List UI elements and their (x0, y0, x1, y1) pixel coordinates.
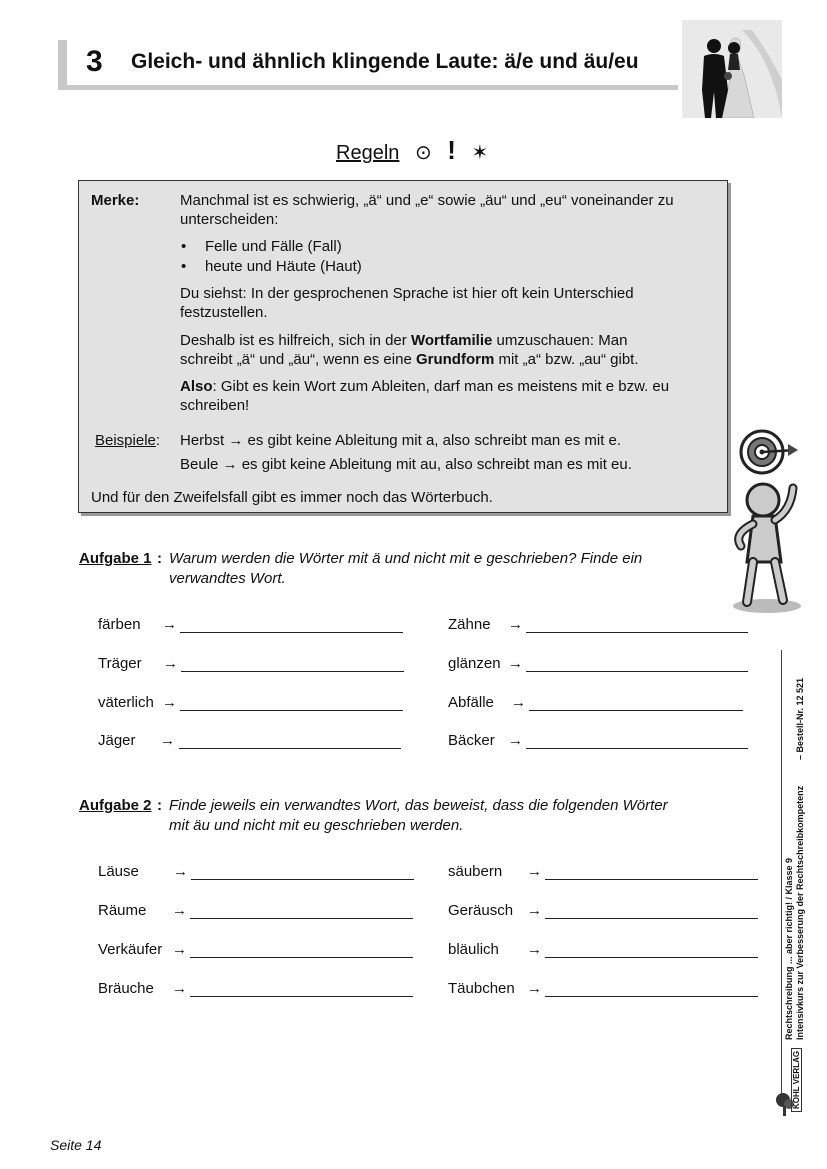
beispiel-1: Herbst → es gibt keine Ableitung mit a, also schreibt man es mit e. (180, 432, 622, 449)
word-taeubchen: Täubchen (448, 980, 515, 997)
merke-intro-line2: unterscheiden: (180, 211, 279, 228)
word-baecker: Bäcker (448, 732, 495, 749)
aufgabe1-colon: : (157, 550, 162, 567)
answer-line[interactable] (545, 996, 758, 997)
sidebar-subtitle: Intensivkurs zur Verbesserung der Rechtschreibkompetenz (795, 785, 805, 1040)
arrow-icon: → (172, 902, 187, 919)
arrow-icon: → (508, 655, 523, 672)
beispiel-2: Beule → es gibt keine Ableitung mit au, also schreibt man es mit eu. (180, 456, 632, 473)
arrow-icon: → (162, 694, 177, 711)
merke-p4-line2: schreiben! (180, 397, 250, 414)
answer-line[interactable] (190, 957, 413, 958)
aufgabe2-instruction-line1: Finde jeweils ein verwandtes Wort, das beweist, dass die folgenden Wörter (169, 797, 668, 814)
answer-line[interactable] (545, 879, 758, 880)
arrow-icon: → (511, 694, 526, 711)
answer-line[interactable] (529, 710, 743, 711)
merke-p3-line2: schreibt „ä“ und „äu“, wenn es eine Grundform mit „a“ bzw. „au“ gibt. (180, 351, 639, 368)
bullet-item: Felle und Fälle (Fall) (205, 238, 342, 255)
aufgabe2-colon: : (157, 797, 162, 814)
answer-line[interactable] (180, 632, 403, 633)
word-glaenzen: glänzen (448, 655, 501, 672)
target-symbol-icon: ⊙ (414, 142, 432, 164)
bullet-marker: • (181, 258, 187, 275)
word-geraeusch: Geräusch (448, 902, 514, 919)
answer-line[interactable] (191, 879, 414, 880)
answer-line[interactable] (180, 710, 403, 711)
sidebar-series-title: Rechtschreibung ... aber richtig! / Klasse 9 (784, 857, 794, 1040)
aufgabe2-instruction-line2: mit äu und nicht mit eu geschrieben werden. (169, 817, 464, 834)
arrow-icon: → (527, 980, 542, 997)
word-raeume: Räume (98, 902, 147, 919)
page-number: Seite 14 (50, 1137, 102, 1153)
answer-line[interactable] (526, 632, 748, 633)
answer-line[interactable] (526, 671, 748, 672)
answer-line[interactable] (179, 748, 401, 749)
aufgabe1-instruction-line2: verwandtes Wort. (169, 570, 286, 587)
word-laeuse: Läuse (98, 863, 139, 880)
aufgabe1-label: Aufgabe 1 (79, 550, 152, 567)
target-icon (738, 428, 800, 478)
bullet-marker: • (181, 238, 187, 255)
sidebar-order-number: – Bestell-Nr. 12 521 (795, 677, 805, 760)
merke-p3-line1: Deshalb ist es hilfreich, sich in der Wortfamilie umzuschauen: Man (180, 332, 628, 349)
merke-p2-line1: Du siehst: In der gesprochenen Sprache ist hier oft kein Unterschied (180, 285, 634, 302)
aufgabe2-label: Aufgabe 2 (79, 797, 152, 814)
word-zaehne: Zähne (448, 616, 491, 633)
bullet-item: heute und Häute (Haut) (205, 258, 362, 275)
word-braeuche: Bräuche (98, 980, 154, 997)
word-blaeulich: bläulich (448, 941, 499, 958)
arrow-icon: → (508, 616, 523, 633)
answer-line[interactable] (181, 671, 404, 672)
arrow-icon: → (173, 863, 188, 880)
rules-title: Regeln (336, 142, 400, 164)
word-saeubern: säubern (448, 863, 503, 880)
arrow-icon: → (162, 616, 177, 633)
mascot-figure-icon (725, 480, 805, 615)
answer-line[interactable] (190, 918, 413, 919)
arrow-icon: → (160, 732, 175, 749)
word-jaeger: Jäger (98, 732, 136, 749)
arrow-icon: → (527, 863, 542, 880)
merke-p2-line2: festzustellen. (180, 304, 268, 321)
exclamation-icon: ! (447, 135, 456, 165)
word-verkaeufer: Verkäufer (98, 941, 163, 958)
arrow-icon: → (172, 941, 187, 958)
sidebar-divider (781, 650, 782, 1100)
arrow-icon: → (508, 732, 523, 749)
publisher-logo-text: KOHL VERLAG (791, 1048, 802, 1112)
merke-p4-line1: Also: Gibt es kein Wort zum Ableiten, darf man es meistens mit e bzw. eu (180, 378, 670, 395)
word-traeger: Träger (98, 655, 142, 672)
arrow-icon: → (527, 941, 542, 958)
chapter-number: 3 (86, 45, 103, 78)
word-faerben: färben (98, 616, 141, 633)
rules-heading (336, 135, 488, 166)
arrow-icon: → (172, 980, 187, 997)
answer-line[interactable] (545, 918, 758, 919)
wedding-photo (682, 20, 782, 118)
page-title: Gleich- und ähnlich klingende Laute: ä/e und äu/eu (131, 50, 639, 73)
arrow-icon: → (163, 655, 178, 672)
word-vaeterlich: väterlich (98, 694, 154, 711)
word-abfaelle: Abfälle (448, 694, 494, 711)
beispiele-label: Beispiele: (95, 432, 161, 449)
merke-intro-line1: Manchmal ist es schwierig, „ä“ und „e“ sowie „äu“ und „eu“ voneinander zu (180, 192, 674, 209)
arrow-icon: → (527, 902, 542, 919)
answer-line[interactable] (526, 748, 748, 749)
merke-label: Merke: (91, 192, 140, 209)
answer-line[interactable] (545, 957, 758, 958)
answer-line[interactable] (190, 996, 413, 997)
merke-closing: Und für den Zweifelsfall gibt es immer noch das Wörterbuch. (91, 489, 493, 506)
star-icon: ✶ (471, 142, 489, 164)
aufgabe1-instruction-line1: Warum werden die Wörter mit ä und nicht mit e geschrieben? Finde ein (169, 550, 643, 567)
